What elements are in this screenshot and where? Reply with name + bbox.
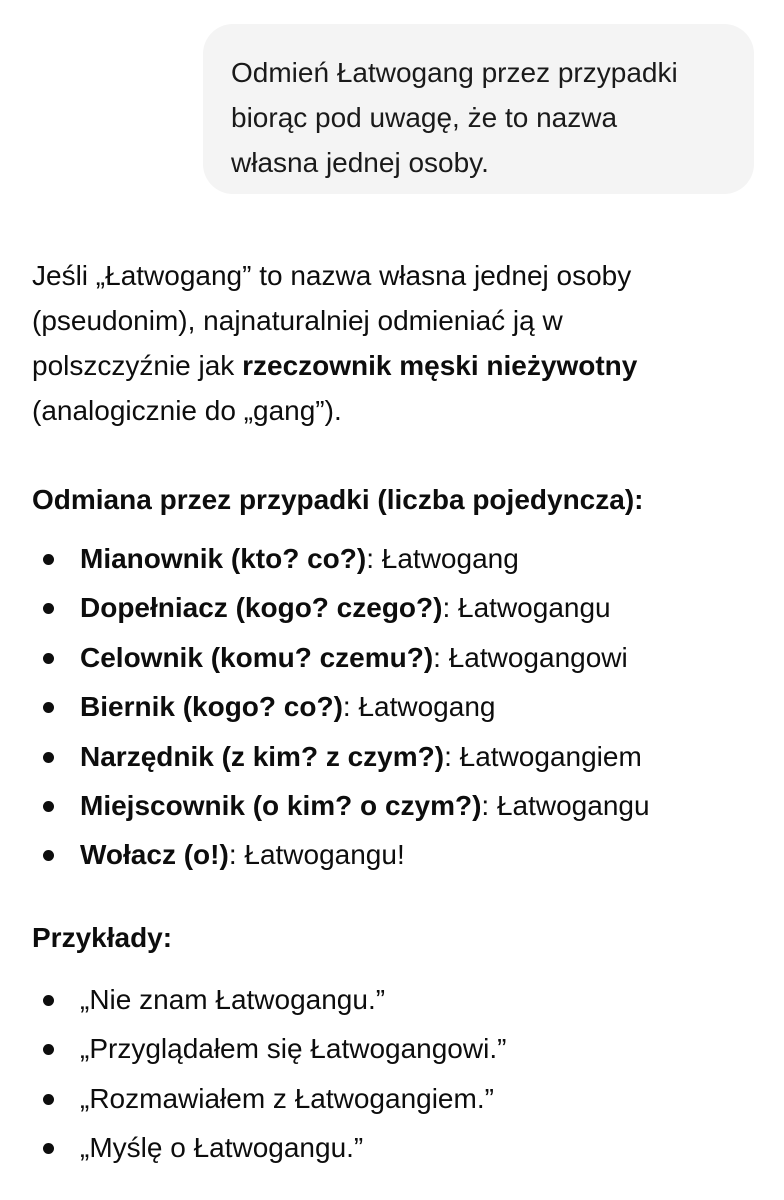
intro-line-text: polszczyźnie jak [32,350,243,381]
assistant-intro-paragraph [32,253,762,433]
case-label: Celownik (komu? czemu?) [80,641,434,673]
case-form: : Łatwogangu [442,592,611,624]
example-text: „Myślę o Łatwogangu.” [80,1132,364,1164]
example-text: „Rozmawiałem z Łatwogangiem.” [80,1082,494,1114]
intro-line [32,343,762,388]
list-item-case [32,682,650,731]
case-label: Mianownik (kto? co?) [80,543,367,574]
case-label: Wołacz (o!) [80,839,229,871]
intro-line: (analogicznie do „gang”). [32,395,342,426]
intro-bold-term: rzeczownik męski nieżywotny [242,350,638,381]
case-form: : Łatwogangu [481,789,650,821]
case-label: Miejscownik (o kim? o czym?) [80,789,482,821]
user-message-bubble [203,24,754,194]
examples-list [32,975,506,1173]
case-form: : Łatwogang [342,691,496,723]
example-text: „Nie znam Łatwogangu.” [80,984,386,1015]
example-text: „Przyglądałem się Łatwogangowi.” [80,1033,507,1065]
bullet-icon [43,752,54,763]
declension-heading: Odmiana przez przypadki (liczba pojedyncza): [32,484,644,515]
intro-line: Jeśli „Łatwogang” to nazwa własna jednej osoby [32,260,632,291]
user-message-line: własna jednej osoby. [231,147,489,178]
bullet-icon [43,603,54,614]
case-label: Narzędnik (z kim? z czym?) [80,740,445,772]
case-label: Dopełniacz (kogo? czego?) [80,592,443,624]
assistant-message [32,253,762,1164]
list-item-example [32,1123,506,1172]
list-item-case [32,732,650,781]
bullet-icon [43,1143,54,1154]
bullet-icon [43,554,54,565]
intro-line: (pseudonim), najnaturalniej odmieniać ją w [32,305,563,336]
list-item-example [32,975,506,1024]
list-item-case [32,534,650,583]
examples-heading: Przykłady: [32,922,173,953]
list-item-case [32,781,650,830]
list-item-case [32,583,650,632]
case-label: Biernik (kogo? co?) [80,691,343,723]
case-form: : Łatwogang [366,543,519,574]
bullet-icon [43,995,54,1006]
bullet-icon [43,850,54,861]
bullet-icon [43,653,54,664]
list-item-example [32,1074,506,1123]
user-message-line: Odmień Łatwogang przez przypadki [231,57,678,88]
bullet-icon [43,1094,54,1105]
cases-list [32,534,650,880]
case-form: : Łatwogangiem [444,740,642,772]
case-form: : Łatwogangu! [228,839,405,871]
bullet-icon [43,1044,54,1055]
case-form: : Łatwogangowi [433,641,628,673]
list-item-case [32,830,650,879]
bullet-icon [43,702,54,713]
bullet-icon [43,801,54,812]
list-item-case [32,633,650,682]
user-message-line: biorąc pod uwagę, że to nazwa [231,102,618,133]
list-item-example [32,1024,506,1073]
